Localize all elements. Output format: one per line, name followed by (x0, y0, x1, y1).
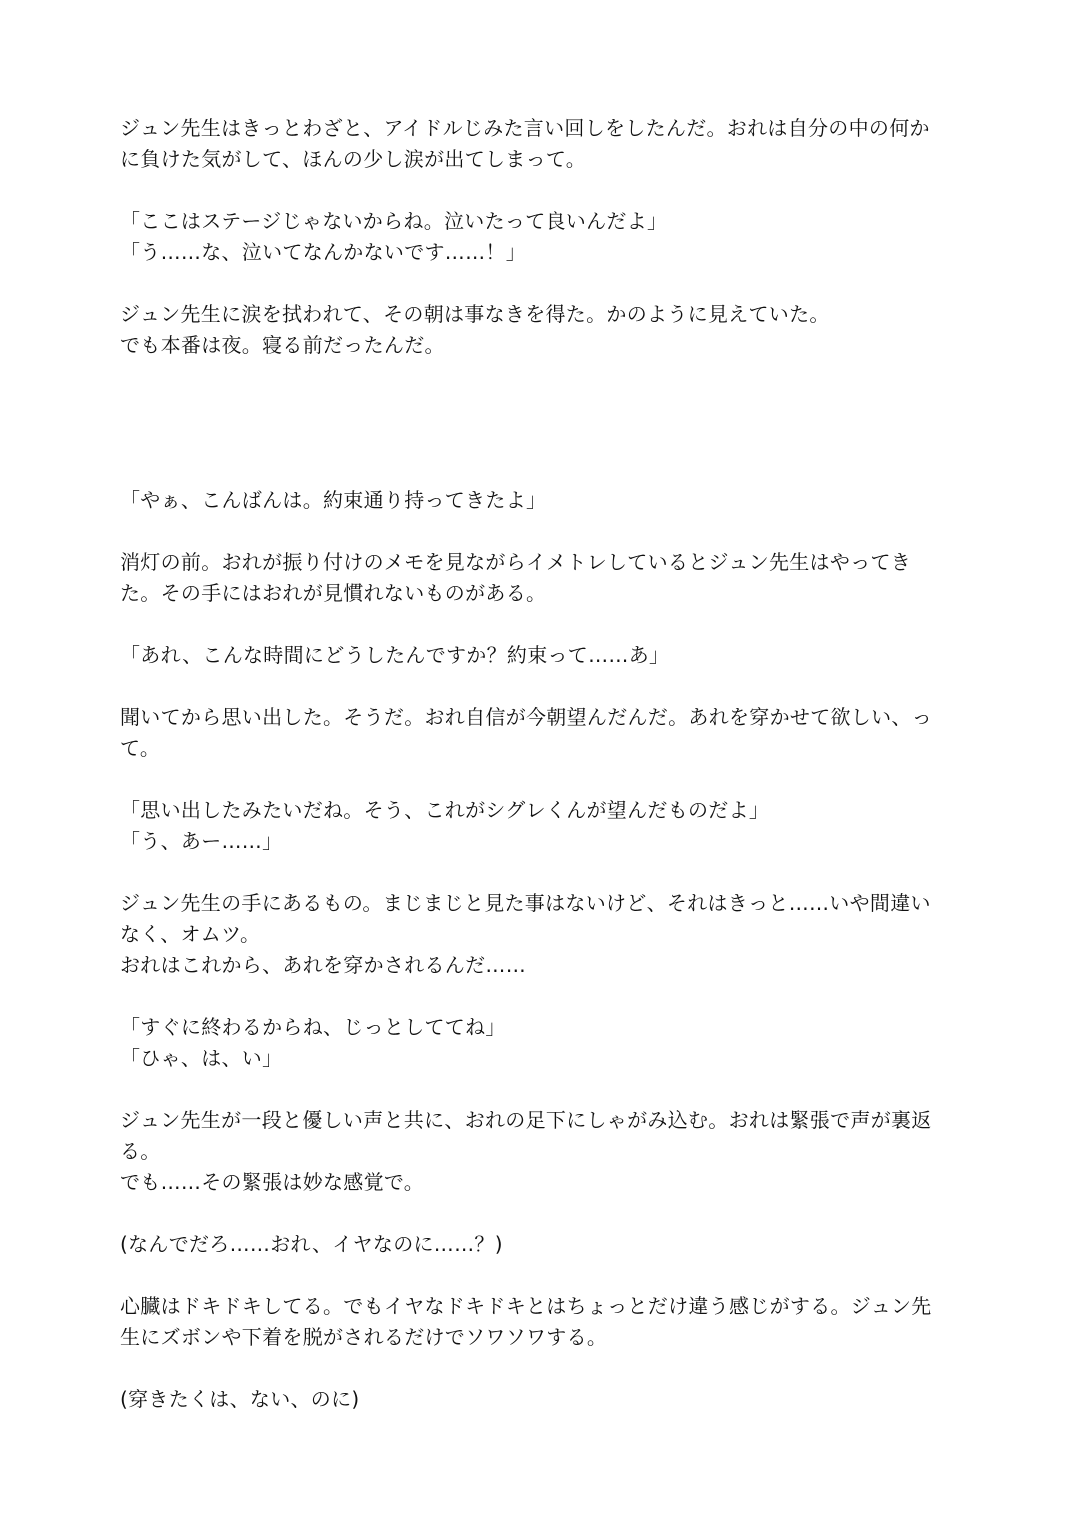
text-line: おれはこれから、あれを穿かされるんだ…… (120, 953, 526, 977)
text-line: に負けた気がして、ほんの少し涙が出てしまって。 (120, 147, 587, 171)
paragraph (120, 702, 955, 764)
paragraph-gap (120, 1260, 955, 1291)
scene-break (120, 361, 955, 485)
text-line: (穿きたくは、ない、のに) (120, 1387, 360, 1411)
text-line: 心臓はドキドキしてる。でもイヤなドキドキとはちょっとだけ違う感じがする。ジュン先 (120, 1294, 932, 1318)
text-line: ジュン先生はきっとわざと、アイドルじみた言い回しをしたんだ。おれは自分の中の何か (120, 116, 930, 140)
paragraph (120, 888, 955, 981)
paragraph (120, 113, 955, 175)
text-line: ジュン先生が一段と優しい声と共に、おれの足下にしゃがみ込む。おれは緊張で声が裏返 (120, 1108, 932, 1132)
paragraph (120, 299, 955, 361)
text-line: 「ひゃ、は、い」 (120, 1046, 283, 1070)
text-line: 「思い出したみたいだね。そう、これがシグレくんが望んだものだよ」 (120, 798, 770, 822)
dialogue (120, 640, 955, 671)
inner-thought (120, 1384, 955, 1415)
paragraph-gap (120, 1198, 955, 1229)
paragraph-gap (120, 981, 955, 1012)
text-line: 生にズボンや下着を脱がされるだけでソワソワする。 (120, 1325, 608, 1349)
text-line: 「う、あー……」 (120, 829, 283, 853)
paragraph (120, 1105, 955, 1198)
paragraph-gap (120, 175, 955, 206)
text-line: ジュン先生の手にあるもの。まじまじと見た事はないけど、それはきっと……いや間違い (120, 891, 931, 915)
dialogue (120, 795, 955, 857)
dialogue (120, 206, 955, 268)
body-text (120, 113, 955, 1415)
paragraph (120, 547, 955, 609)
text-line: でも本番は夜。寝る前だったんだ。 (120, 333, 445, 357)
paragraph-gap (120, 671, 955, 702)
text-line: 「やぁ、こんばんは。約束通り持ってきたよ」 (120, 488, 547, 512)
text-line: 「ここはステージじゃないからね。泣いたって良いんだよ」 (120, 209, 668, 233)
paragraph-gap (120, 268, 955, 299)
paragraph-gap (120, 516, 955, 547)
text-line: て。 (120, 736, 161, 760)
dialogue (120, 485, 955, 516)
paragraph-gap (120, 764, 955, 795)
inner-thought (120, 1229, 955, 1260)
text-line: 「すぐに終わるからね、じっとしててね」 (120, 1015, 506, 1039)
text-line: る。 (120, 1139, 161, 1163)
text-line: (なんでだろ……おれ、イヤなのに……？) (120, 1232, 503, 1256)
text-line: 「う……な、泣いてなんかないです……！」 (120, 240, 526, 264)
text-line: 聞いてから思い出した。そうだ。おれ自信が今朝望んだんだ。あれを穿かせて欲しい、っ (120, 705, 932, 729)
dialogue (120, 1012, 955, 1074)
paragraph-gap (120, 857, 955, 888)
text-line: た。その手にはおれが見慣れないものがある。 (120, 581, 547, 605)
text-line: ジュン先生に涙を拭われて、その朝は事なきを得た。かのように見えていた。 (120, 302, 830, 326)
paragraph (120, 1291, 955, 1353)
paragraph-gap (120, 1074, 955, 1105)
text-line: 「あれ、こんな時間にどうしたんですか？約束って……あ」 (120, 643, 670, 667)
text-line: 消灯の前。おれが振り付けのメモを見ながらイメトレしているとジュン先生はやってき (120, 550, 912, 574)
text-line: でも……その緊張は妙な感覚で。 (120, 1170, 425, 1194)
text-line: なく、オムツ。 (120, 922, 261, 946)
paragraph-gap (120, 1353, 955, 1384)
paragraph-gap (120, 609, 955, 640)
